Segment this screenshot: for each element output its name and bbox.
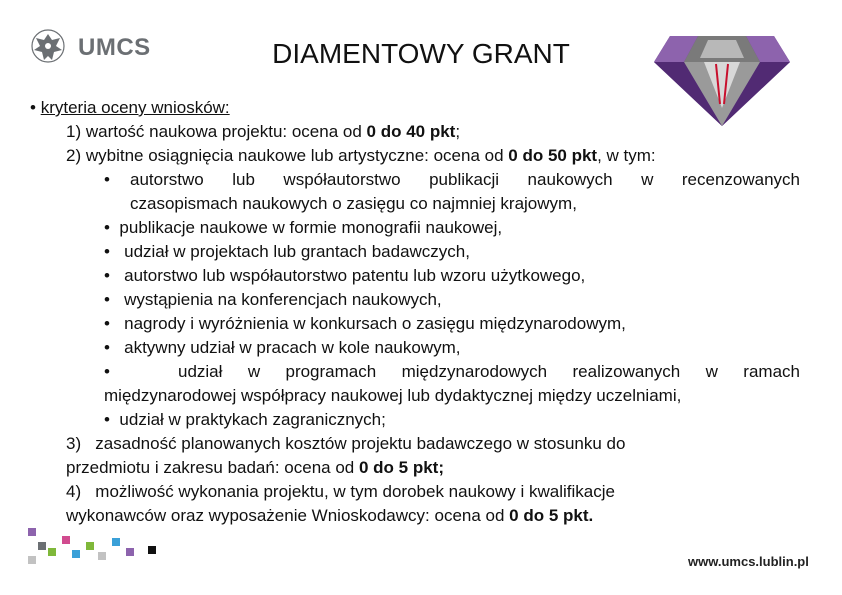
decorative-squares	[28, 528, 168, 568]
footer-url[interactable]: www.umcs.lublin.pl	[688, 554, 809, 569]
sub-item-1-line-2: czasopismach naukowych o zasięgu co najmniej krajowym,	[130, 194, 577, 213]
sub-item-5	[104, 290, 442, 310]
item-text: wykonawców oraz wyposażenie Wnioskodawcy: ocena od	[66, 506, 510, 525]
criterion-1	[66, 122, 460, 142]
item-text: możliwość wykonania projektu, w tym dorobek naukowy i kwalifikacje	[95, 482, 615, 501]
item-number: 1)	[66, 122, 82, 141]
sub-item-text: aktywny udział w pracach w kole naukowym,	[124, 338, 461, 357]
bullet: •	[104, 218, 110, 237]
sub-item-4	[104, 266, 585, 286]
sub-item-text: udział w praktykach zagranicznych;	[119, 410, 386, 429]
sub-item-text: autorstwo lub współautorstwo patentu lub wzoru użytkowego,	[124, 266, 586, 285]
item-text: zasadność planowanych kosztów projektu badawczego w stosunku do	[95, 434, 626, 453]
item-end: ;	[455, 122, 461, 141]
sub-item-1-line-1: autorstwo lub współautorstwo publikacji naukowych w recenzowanych	[130, 170, 800, 189]
criteria-heading-text: kryteria oceny wniosków:	[40, 98, 230, 117]
sub-item-9	[104, 410, 386, 430]
sub-item-8-line-1: udział w programach międzynarodowych realizowanych w ramach	[178, 362, 800, 381]
sub-item-6	[104, 314, 626, 334]
item-number: 3)	[66, 434, 82, 453]
item-end: , w tym:	[597, 146, 656, 165]
bullet: •	[104, 266, 110, 285]
bullet: •	[104, 242, 110, 261]
bullet: •	[104, 170, 110, 189]
criterion-4-line-1	[66, 482, 615, 502]
criterion-4-line-2	[66, 506, 593, 526]
item-number: 2)	[66, 146, 82, 165]
sub-item-text: nagrody i wyróżnienia w konkursach o zasięgu międzynarodowym,	[124, 314, 626, 333]
item-score: 0 do 5 pkt;	[358, 458, 444, 477]
item-score: 0 do 5 pkt.	[509, 506, 594, 525]
sub-item-2	[104, 218, 502, 238]
bullet: •	[104, 410, 110, 429]
item-score: 0 do 50 pkt	[508, 146, 598, 165]
sub-item-text: wystąpienia na konferencjach naukowych,	[124, 290, 442, 309]
sub-bullet-1	[104, 170, 110, 190]
item-score: 0 do 40 pkt	[366, 122, 456, 141]
bullet: •	[104, 290, 110, 309]
item-text: przedmiotu i zakresu badań: ocena od	[66, 458, 359, 477]
item-text: wartość naukowa projektu: ocena od	[85, 122, 367, 141]
item-text: wybitne osiągnięcia naukowe lub artystyczne: ocena od	[85, 146, 509, 165]
logo-text: UMCS	[78, 34, 151, 61]
sub-item-text: udział w projektach lub grantach badawczych,	[124, 242, 470, 261]
sub-bullet-8	[104, 362, 110, 382]
criterion-2	[66, 146, 656, 166]
bullet: •	[104, 362, 110, 381]
diamond-icon	[654, 34, 790, 126]
sub-item-3	[104, 242, 470, 262]
bullet: •	[104, 314, 110, 333]
sub-item-text: publikacje naukowe w formie monografii naukowej,	[119, 218, 503, 237]
criteria-heading	[30, 98, 230, 118]
sub-item-8-line-2: międzynarodowej współpracy naukowej lub dydaktycznej między uczelniami,	[104, 386, 682, 405]
sub-item-7	[104, 338, 461, 358]
item-number: 4)	[66, 482, 82, 501]
criterion-3-line-2	[66, 458, 444, 478]
bullet: •	[104, 338, 110, 357]
criterion-3-line-1	[66, 434, 625, 454]
bullet: •	[30, 98, 36, 117]
page-title: DIAMENTOWY GRANT	[272, 38, 570, 69]
